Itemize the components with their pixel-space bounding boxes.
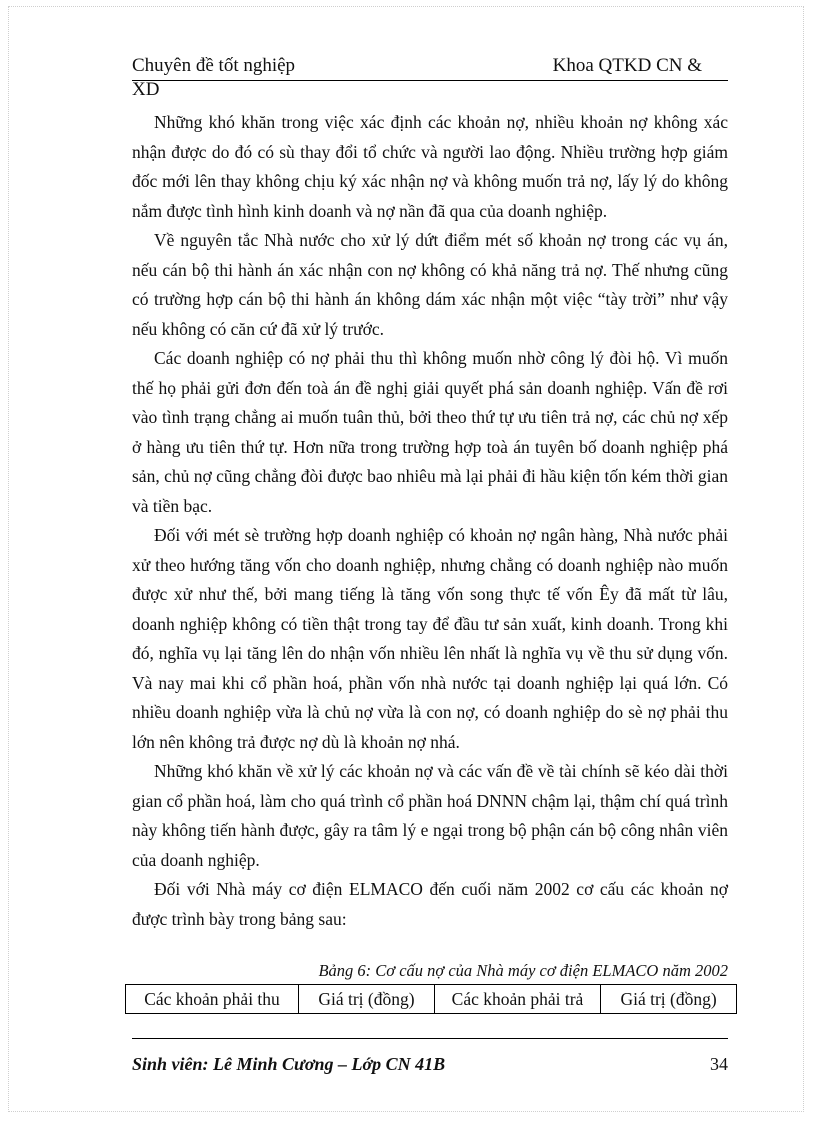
- document-body: [132, 108, 728, 934]
- header-right-text: Khoa QTKD CN &: [552, 55, 702, 76]
- table-caption: Bảng 6: Cơ cấu nợ của Nhà máy cơ điện ELMACO năm 2002: [318, 961, 728, 980]
- table-header-cell: Giá trị (đồng): [299, 985, 435, 1014]
- paragraph: Về nguyên tắc Nhà nước cho xử lý dứt điểm mét số khoản nợ trong các vụ án, nếu cán bộ thi hành án xác nhận con nợ không có khả năng trả nợ. Thế nhưng cũng có trường hợp cán bộ thi hành án không dám xác nhận một việc “tày trời” như vậy nếu không có căn cứ đã xử lý trước.: [132, 230, 728, 339]
- paragraph: Các doanh nghiệp có nợ phải thu thì không muốn nhờ công lý đòi hộ. Vì muốn thế họ phải gửi đơn đến toà án đề nghị giải quyết phá sản doanh nghiệp. Vấn đề rơi vào tình trạng chẳng ai muốn tuân thủ, bởi theo thứ tự ưu tiên trả nợ, các chủ nợ xếp ở hàng ưu tiên thứ tự. Hơn nữa trong trường hợp toà án tuyên bố doanh nghiệp phá sản, chủ nợ cũng chẳng đòi được bao nhiêu mà lại phải đi hầu kiện tốn kém thời gian và tiền bạc.: [132, 348, 728, 516]
- table-header-cell: Các khoản phải thu: [126, 985, 299, 1014]
- header-wrap-text: XD: [132, 79, 160, 100]
- paragraph: Những khó khăn trong việc xác định các khoản nợ, nhiều khoản nợ không xác nhận được do đó có sù thay đổi tổ chức và người lao động. Nhiều trường hợp giám đốc mới lên thay không chịu ký xác nhận nợ và không muốn trả nợ, lấy lý do không nắm được tình hình kinh doanh và nợ nần đã qua của doanh nghiệp.: [132, 112, 728, 221]
- table-header-row: [126, 985, 737, 1014]
- page-header: [132, 54, 728, 98]
- paragraph: Đối với Nhà máy cơ điện ELMACO đến cuối năm 2002 cơ cấu các khoản nợ được trình bày trong bảng sau:: [132, 879, 728, 929]
- footer-author: Sinh viên: Lê Minh Cương – Lớp CN 41B: [132, 1054, 446, 1074]
- paragraph: Đối với mét sè trường hợp doanh nghiệp có khoản nợ ngân hàng, Nhà nước phải xử theo hướng tăng vốn cho doanh nghiệp, nhưng chẳng có doanh nghiệp nào muốn được xử như thế, bởi mang tiếng là tăng vốn song thực tế vốn Êy đã mất từ lâu, doanh nghiệp không có tiền thật trong tay để đầu tư sản xuất, kinh doanh. Trong khi đó, nghĩa vụ lại tăng lên do nhận vốn nhiều lên nhất là nghĩa vụ về thu sử dụng vốn. Và nay mai khi cổ phần hoá, phần vốn nhà nước tại doanh nghiệp lại quá lớn. Có nhiều doanh nghiệp vừa là chủ nợ vừa là con nợ, có doanh nghiệp do sè nợ phải thu lớn nên không trả được nợ dù là khoản nợ nhá.: [132, 525, 728, 752]
- header-divider: [132, 80, 728, 81]
- table-header-cell: Giá trị (đồng): [601, 985, 737, 1014]
- debt-structure-table: [125, 984, 737, 1014]
- page-number: 34: [710, 1054, 728, 1074]
- table-header-cell: Các khoản phải trả: [434, 985, 600, 1014]
- paragraph: Những khó khăn về xử lý các khoản nợ và các vấn đề về tài chính sẽ kéo dài thời gian cổ phần hoá, làm cho quá trình cổ phần hoá DNNN chậm lại, thậm chí quá trình này không tiến hành được, gây ra tâm lý e ngại trong bộ phận cán bộ công nhân viên của doanh nghiệp.: [132, 761, 728, 870]
- header-left-text: Chuyên đề tốt nghiệp: [132, 55, 296, 76]
- footer-divider: [132, 1038, 728, 1039]
